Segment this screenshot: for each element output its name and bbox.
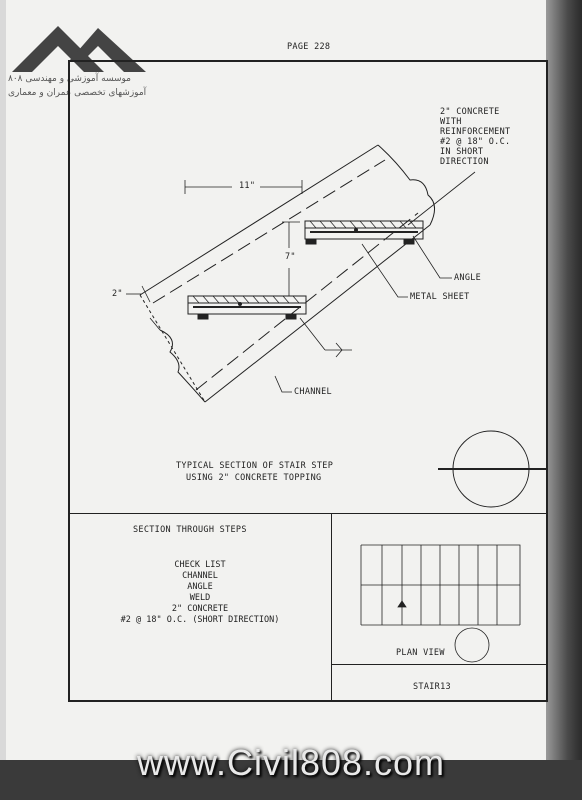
logo-line1: موسسه آموزشی و مهندسی ۸۰۸ <box>8 74 131 84</box>
logo-line2: آموزشهای تخصصی عمران و معماری <box>8 88 147 98</box>
title-block-divider <box>331 664 548 665</box>
channel-label: CHANNEL <box>294 387 332 397</box>
metal-sheet-label: METAL SHEET <box>410 292 470 302</box>
checklist-item: 2" CONCRETE <box>171 604 229 614</box>
checklist-item: WELD <box>189 593 211 603</box>
panel-divider <box>68 513 548 514</box>
concrete-callout: 2" CONCRETE WITH REINFORCEMENT #2 @ 18" O.C. IN SHORT DIRECTION <box>440 107 511 167</box>
sheet-id: STAIR13 <box>413 682 451 692</box>
caption-line2: USING 2" CONCRETE TOPPING <box>186 473 322 483</box>
caption-line1: TYPICAL SECTION OF STAIR STEP <box>176 461 334 471</box>
dim-horizontal: 11" <box>239 181 256 191</box>
checklist-item: CHECK LIST <box>174 560 226 570</box>
checklist <box>100 560 300 626</box>
angle-label: ANGLE <box>454 273 482 283</box>
checklist-item: CHANNEL <box>182 571 218 581</box>
page-header: PAGE 228 <box>287 42 331 52</box>
section-title: SECTION THROUGH STEPS <box>133 525 247 535</box>
watermark-text: www.Civil808.com <box>136 742 446 783</box>
dim-vertical: 7" <box>285 252 296 262</box>
checklist-item: #2 @ 18" O.C. (SHORT DIRECTION) <box>120 615 280 625</box>
plan-view-label: PLAN VIEW <box>396 648 445 658</box>
dim-thickness: 2" <box>112 289 123 299</box>
checklist-item: ANGLE <box>187 582 213 592</box>
panel-divider-vertical <box>331 513 332 702</box>
